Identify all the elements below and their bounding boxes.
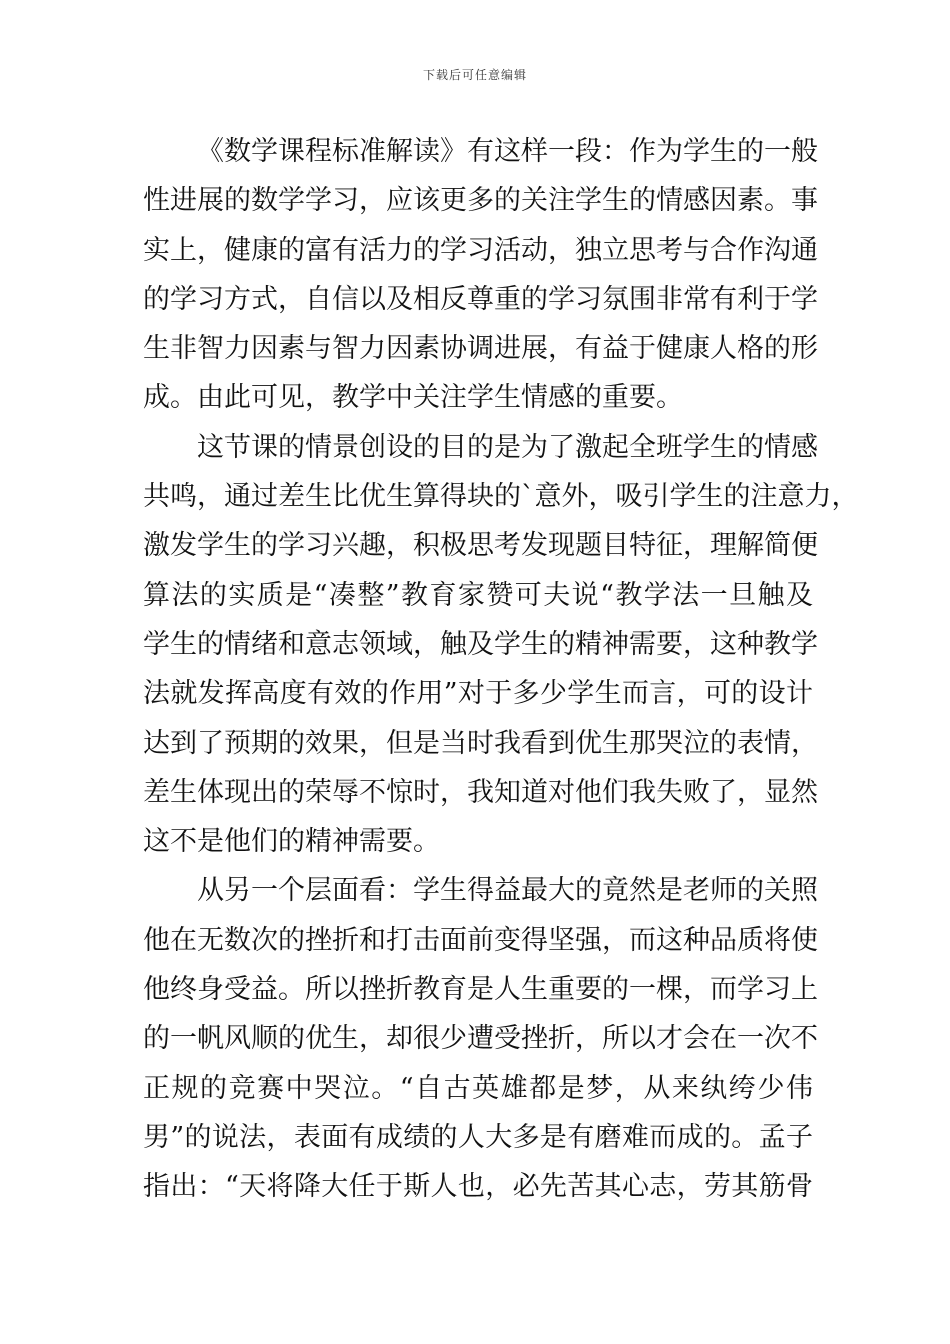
text-line: 指出：“天将降大任于斯人也，必先苦其心志，劳其筋骨 (143, 1171, 813, 1203)
text-line: 他终身受益。所以挫折教育是人生重要的一棵，而学习上 (143, 974, 818, 1006)
text-line: 差生体现出的荣辱不惊时，我知道对他们我失败了，显然 (143, 776, 818, 808)
text-line: 生非智力因素与智力因素协调进展，有益于健康人格的形 (143, 333, 818, 365)
paragraph-3 (143, 866, 818, 1211)
text-line: 从另一个层面看：学生得益最大的竟然是老师的关照 (197, 875, 818, 907)
document-body (143, 127, 859, 1212)
text-line: 共鸣，通过差生比优生算得块的`意外，吸引学生的注意力， (143, 481, 859, 513)
text-line: 实上，健康的富有活力的学习活动，独立思考与合作沟通 (143, 234, 818, 266)
text-line: 成。由此可见，教学中关注学生情感的重要。 (143, 382, 683, 414)
text-line: 这不是他们的精神需要。 (143, 826, 440, 858)
text-line: 男”的说法，表面有成绩的人大多是有磨难而成的。孟子 (143, 1121, 813, 1153)
text-line: 的一帆风顺的优生，却很少遭受挫折，所以才会在一次不 (143, 1023, 818, 1055)
text-line: 的学习方式，自信以及相反尊重的学习氛围非常有利于学 (143, 283, 818, 315)
paragraph-2 (143, 423, 859, 867)
text-line: 达到了预期的效果，但是当时我看到优生那哭泣的表情， (143, 727, 818, 759)
text-line: 这节课的情景创设的目的是为了激起全班学生的情感 (197, 431, 818, 463)
page-header: 下载后可任意编辑 (422, 68, 527, 82)
text-line: 性进展的数学学习，应该更多的关注学生的情感因素。事 (143, 185, 818, 217)
text-line: 他在无数次的挫折和打击面前变得坚强，而这种品质将使 (143, 924, 818, 956)
paragraph-1 (143, 127, 818, 423)
text-line: 激发学生的学习兴趣，积极思考发现题目特征，理解简便 (143, 530, 818, 562)
text-line: 学生的情绪和意志领域，触及学生的精神需要，这种教学 (143, 628, 818, 660)
text-line: 算法的实质是“凑整”教育家赞可夫说“教学法一旦触及 (143, 579, 813, 611)
text-line: 正规的竞赛中哭泣。“自古英雄都是梦，从来纨绔少伟 (143, 1072, 813, 1104)
text-line: 《数学课程标准解读》有这样一段：作为学生的一般 (197, 136, 818, 167)
text-line: 法就发挥高度有效的作用”对于多少学生而言，可的设计 (143, 678, 813, 710)
